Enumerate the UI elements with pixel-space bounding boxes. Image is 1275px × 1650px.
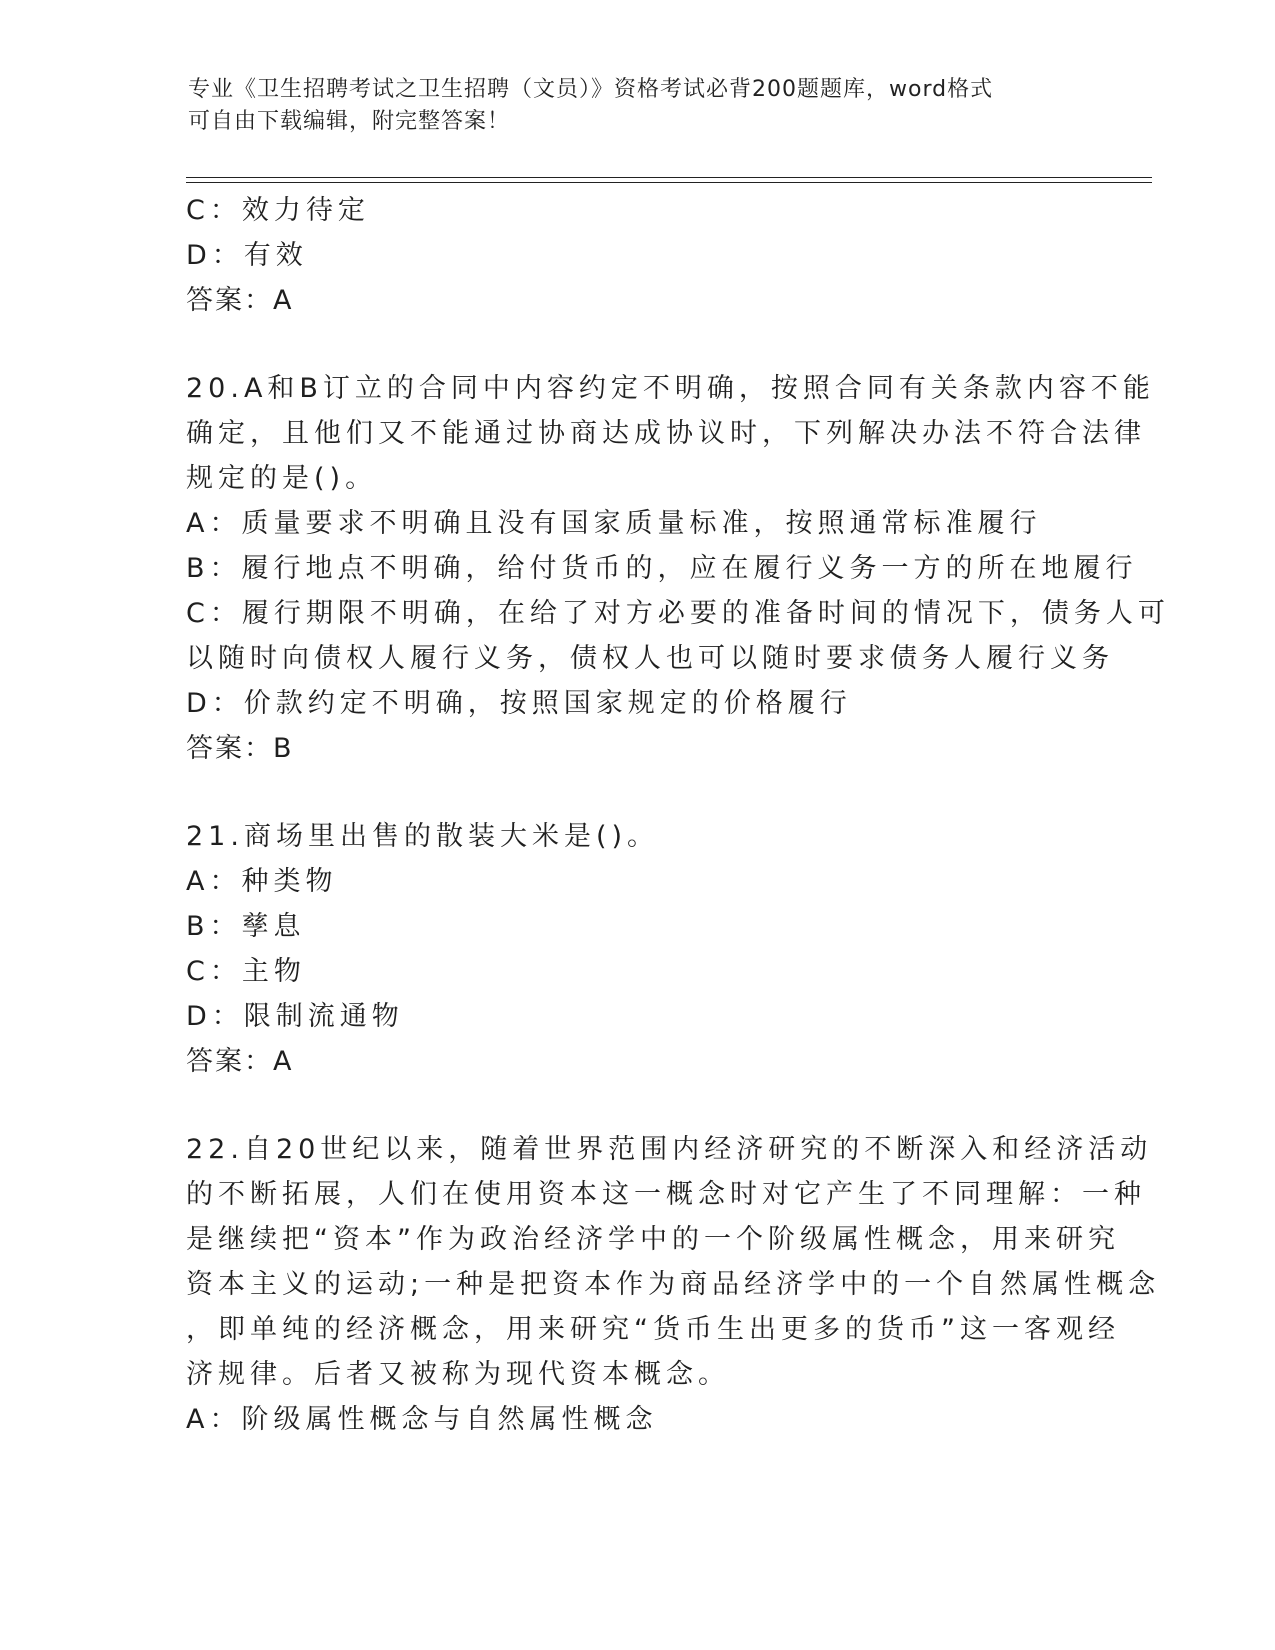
- prev-option-c: C：效力待定: [186, 195, 370, 226]
- q20-option-c-line-1: C：履行期限不明确，在给了对方必要的准备时间的情况下，债务人可: [186, 598, 1170, 629]
- q20-option-c-line-2: 以随时向债权人履行义务，债权人也可以随时要求债务人履行义务: [186, 643, 1114, 674]
- q20-answer: 答案：B: [186, 733, 294, 764]
- q20-option-d: D：价款约定不明确，按照国家规定的价格履行: [186, 688, 852, 719]
- header-title-line-2: 可自由下载编辑，附完整答案！: [188, 109, 511, 134]
- q22-stem-line-3: 是继续把“资本”作为政治经济学中的一个阶级属性概念，用来研究: [186, 1224, 1120, 1255]
- question-gap: [186, 1084, 1086, 1127]
- q22-stem-line-2: 的不断拓展，人们在使用资本这一概念时对它产生了不同理解：一种: [186, 1179, 1146, 1210]
- prev-answer: 答案：A: [186, 285, 294, 316]
- prev-option-d: D：有效: [186, 240, 308, 271]
- q21-option-a: A：种类物: [186, 866, 338, 897]
- q20-stem-line-1: 20.A和B订立的合同中内容约定不明确，按照合同有关条款内容不能: [186, 373, 1155, 404]
- q22-stem-line-5: ，即单纯的经济概念，用来研究“货币生出更多的货币”这一客观经: [186, 1314, 1120, 1345]
- q20-option-b: B：履行地点不明确，给付货币的，应在履行义务一方的所在地履行: [186, 553, 1138, 584]
- q21-stem: 21.商场里出售的散装大米是()。: [186, 821, 660, 852]
- q21-answer: 答案：A: [186, 1046, 294, 1077]
- page-header: [188, 74, 1068, 138]
- header-rule-top: [186, 177, 1152, 178]
- question-content: [186, 188, 1170, 1442]
- q21-option-b: B：孳息: [186, 911, 306, 942]
- q21-option-c: C：主物: [186, 956, 306, 987]
- header-title-line-1: 专业《卫生招聘考试之卫生招聘（文员）》资格考试必背200题题库，word格式: [188, 77, 994, 102]
- q22-stem-line-1: 22.自20世纪以来，随着世界范围内经济研究的不断深入和经济活动: [186, 1134, 1153, 1165]
- q20-stem-line-3: 规定的是()。: [186, 463, 378, 494]
- q20-stem-line-2: 确定，且他们又不能通过协商达成协议时，下列解决办法不符合法律: [186, 418, 1146, 449]
- header-rule-bottom: [186, 182, 1152, 183]
- q22-option-a: A：阶级属性概念与自然属性概念: [186, 1404, 658, 1435]
- q21-option-d: D：限制流通物: [186, 1001, 404, 1032]
- q22-stem-line-4: 资本主义的运动;一种是把资本作为商品经济学中的一个自然属性概念: [186, 1269, 1161, 1300]
- question-gap: [186, 771, 1086, 814]
- q22-stem-line-6: 济规律。后者又被称为现代资本概念。: [186, 1359, 730, 1390]
- q20-option-a: A：质量要求不明确且没有国家质量标准，按照通常标准履行: [186, 508, 1042, 539]
- question-gap: [186, 323, 1086, 366]
